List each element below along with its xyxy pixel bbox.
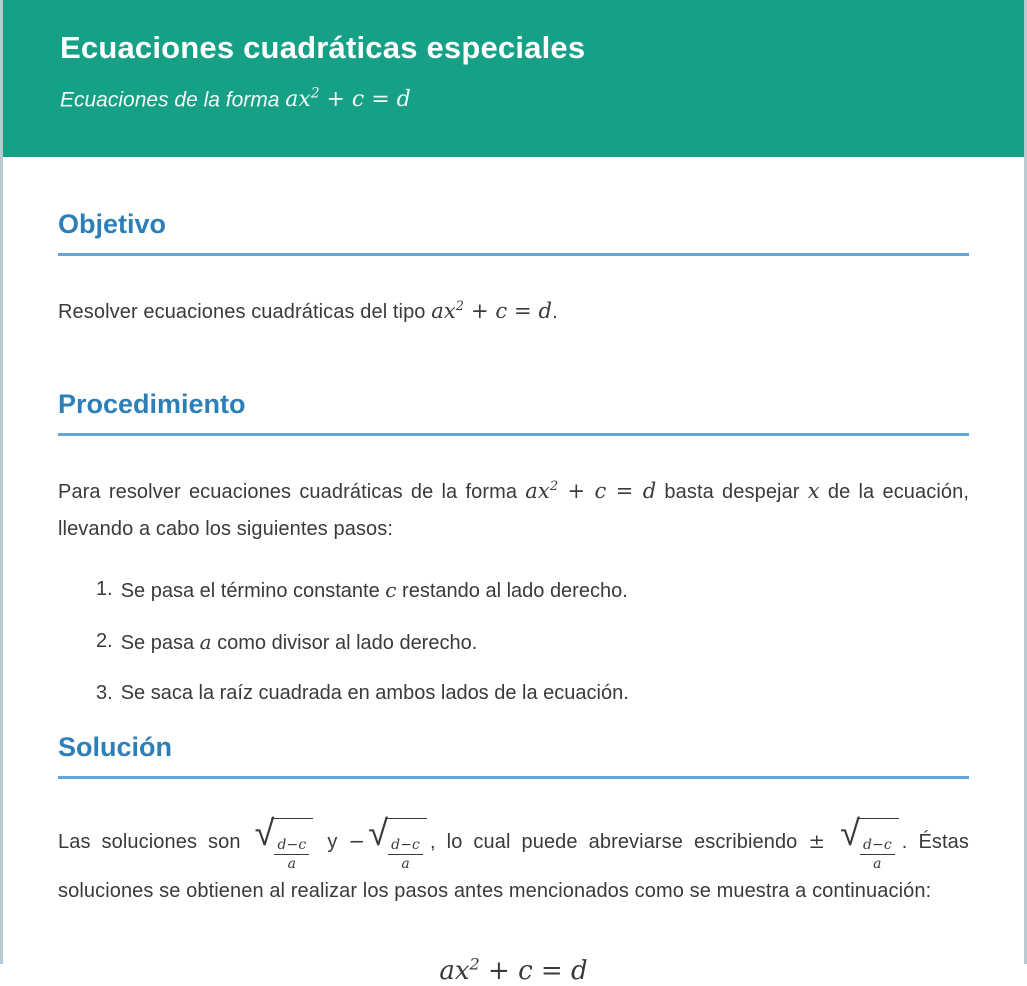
procedimiento-paragraph (58, 472, 969, 548)
inline-formula: $ax^2 + c = d$ (431, 299, 553, 323)
radical-icon: √ (368, 813, 389, 854)
subtitle-text: Ecuaciones de la forma (60, 88, 286, 112)
radical-icon: √ (840, 813, 860, 854)
var-a: a (199, 630, 212, 654)
procedimiento-text-3: de la ecuación, llevando a cabo los siguientes pasos: (58, 481, 969, 540)
sqrt-expression: √ $\frac{d-c}{a}$ (368, 817, 427, 872)
inline-formula: $ax^2 + c = d$ (525, 479, 657, 503)
step-text: Se pasa a como divisor al lado derecho. (120, 630, 478, 654)
solucion-paragraph (58, 815, 969, 912)
step-number: 3. (96, 682, 113, 704)
step-number: 1. (96, 578, 113, 600)
step-text: Se pasa el término constante c restando al lado derecho. (120, 578, 628, 602)
procedimiento-text-1: Para resolver ecuaciones cuadráticas de la forma (58, 481, 526, 503)
section-heading-solucion: Solución (58, 732, 969, 779)
subtitle-formula: $ax^2 + c = d$ (285, 86, 411, 113)
sqrt-expression: √ $\frac{d-c}{a}$ (255, 817, 314, 872)
sqrt-expression: √ $\frac{d-c}{a}$ (840, 817, 899, 872)
page-subtitle (60, 86, 967, 112)
page-title: Ecuaciones cuadráticas especiales (60, 30, 586, 65)
solucion-conn-y: y (316, 830, 349, 853)
document-body (3, 209, 1024, 986)
list-item-2 (58, 630, 969, 655)
list-item-3 (58, 682, 969, 705)
hero-header (3, 0, 1024, 157)
objetivo-paragraph (58, 292, 969, 331)
step-number: 2. (96, 630, 113, 652)
steps-list (58, 578, 969, 705)
minus-sign: − (348, 828, 366, 853)
section-heading-procedimiento: Procedimiento (58, 389, 969, 436)
solucion-text-1: Las soluciones son (58, 830, 252, 853)
step-text: Se saca la raíz cuadrada en ambos lados de la ecuación. (120, 682, 629, 704)
radical-icon: √ (254, 813, 275, 854)
procedimiento-text-2: basta despejar (656, 481, 808, 503)
var-c: c (385, 578, 397, 602)
var-x: x (807, 479, 820, 503)
section-heading-objetivo: Objetivo (58, 209, 969, 256)
objetivo-text-end: . (552, 301, 558, 323)
display-equation: $ax^2 + c = d$ (439, 954, 588, 986)
solucion-text-3: . Éstas soluciones se obtienen al realizar los pasos antes mencionados como se muestra a continuación: (58, 830, 969, 903)
objetivo-text: Resolver ecuaciones cuadráticas del tipo (58, 301, 432, 323)
solucion-text-2: , lo cual puede abreviarse escribiendo (429, 830, 809, 853)
list-item-1 (58, 578, 969, 603)
plus-minus-sign: ± (808, 828, 838, 853)
